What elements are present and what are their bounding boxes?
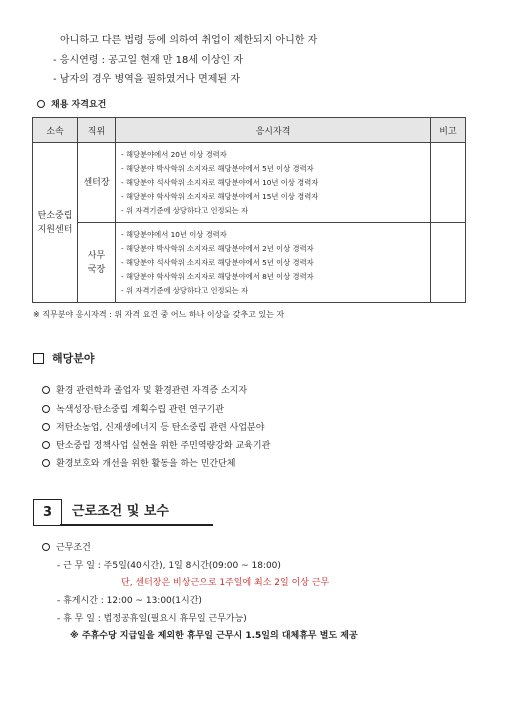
field-item-text: 녹색성장·탄소중립 계획수립 관련 연구기관 — [56, 405, 224, 415]
header-position: 직위 — [78, 118, 116, 143]
work-conditions-title: 근무조건 — [56, 543, 91, 553]
org-line: 탄소중립 — [37, 210, 73, 221]
section-number: 3 — [33, 499, 62, 526]
qualification-title: 채용 자격요건 — [51, 100, 107, 110]
qualification-heading — [37, 97, 106, 110]
section-title: 근로조건 및 보수 — [72, 504, 169, 519]
table-header-row — [33, 118, 466, 143]
org-cell — [33, 143, 78, 303]
military-requirement: - 남자의 경우 병역을 필하였거나 면제된 자 — [53, 74, 240, 85]
requirements-cell — [116, 143, 431, 223]
rest-time: - 휴게시간 : 12:00 ~ 13:00(1시간) — [57, 596, 202, 606]
list-item — [42, 402, 224, 415]
text-line: 아니하고 다른 법령 등에 의하여 취업이 제한되지 아니한 자 — [60, 35, 318, 46]
requirement-item: - 해당분야에서 10년 이상 경력자 — [121, 229, 227, 239]
field-heading — [33, 350, 95, 366]
position-label: 사무 — [87, 250, 106, 261]
table-row — [33, 143, 466, 223]
field-item-text: 환경 관련학과 졸업자 및 환경관련 자격증 소지자 — [56, 386, 248, 396]
position-cell — [78, 143, 116, 223]
circle-bullet-icon — [42, 405, 50, 413]
circle-bullet-icon — [42, 543, 50, 551]
work-days: - 근 무 일 : 주5일(40시간), 1일 8시간(09:00 ~ 18:00) — [57, 561, 281, 571]
requirement-item: - 해당분야에서 20년 이상 경력자 — [121, 149, 227, 159]
requirement-item: - 해당분야 학사학위 소지자로 해당분야에서 15년 이상 경력자 — [121, 191, 319, 201]
requirements-cell — [116, 223, 431, 303]
position-cell — [78, 223, 116, 303]
circle-bullet-icon — [42, 459, 50, 467]
qualification-table — [32, 117, 466, 303]
header-requirements: 응시자격 — [116, 118, 431, 143]
circle-bullet-icon — [42, 441, 50, 449]
field-item-text: 환경보호와 개선을 위한 활동을 하는 민간단체 — [56, 459, 236, 469]
requirement-item: - 위 자격기준에 상당하다고 인정되는 자 — [121, 205, 249, 215]
table-footnote: ※ 직무분야 응시자격 : 위 자격 요건 중 어느 하나 이상을 갖추고 있는 자 — [33, 310, 285, 319]
header-note: 비고 — [431, 118, 466, 143]
list-item — [42, 420, 264, 433]
square-bullet-icon — [33, 353, 44, 364]
circle-bullet-icon — [42, 386, 50, 394]
list-item — [42, 456, 236, 469]
org-line: 지원센터 — [37, 224, 73, 235]
circle-bullet-icon — [37, 100, 45, 108]
list-item — [42, 383, 247, 396]
work-days-note: 단, 센터장은 비상근으로 1주일에 최소 2일 이상 근무 — [121, 578, 330, 588]
circle-bullet-icon — [42, 423, 50, 431]
field-item-text: 저탄소농업, 신재생에너지 등 탄소중립 관련 사업분야 — [56, 423, 265, 433]
holidays: - 휴 무 일 : 법정공휴일(필요시 휴무일 근무가능) — [57, 614, 247, 624]
position-label: 국장 — [87, 264, 106, 275]
table-row — [33, 223, 466, 303]
field-item-text: 탄소중립 정책사업 실현을 위한 주민역량강화 교육기관 — [56, 441, 271, 451]
requirement-item: - 위 자격기준에 상당하다고 인정되는 자 — [121, 285, 249, 295]
age-requirement: - 응시연령 : 공고일 현재 만 18세 이상인 자 — [53, 55, 244, 66]
requirement-item: - 해당분야 박사학위 소지자로 해당분야에서 5년 이상 경력자 — [121, 163, 314, 173]
field-title: 해당분야 — [52, 352, 95, 365]
requirement-item: - 해당분야 학사학위 소지자로 해당분야에서 8년 이상 경력자 — [121, 271, 314, 281]
position-label: 센터장 — [83, 177, 110, 188]
requirement-item: - 해당분야 석사학위 소지자로 해당분야에서 5년 이상 경력자 — [121, 257, 314, 267]
header-org: 소속 — [33, 118, 78, 143]
note-cell — [431, 143, 466, 223]
list-item — [42, 438, 270, 451]
requirement-item: - 해당분야 박사학위 소지자로 해당분야에서 2년 이상 경력자 — [121, 243, 314, 253]
note-cell — [431, 223, 466, 303]
requirement-item: - 해당분야 석사학위 소지자로 해당분야에서 10년 이상 경력자 — [121, 177, 319, 187]
holiday-note: ※ 주휴수당 지급일을 제외한 휴무일 근무시 1.5일의 대체휴무 별도 제공 — [70, 631, 358, 641]
section-underline — [60, 524, 213, 526]
work-conditions-heading — [42, 540, 91, 553]
